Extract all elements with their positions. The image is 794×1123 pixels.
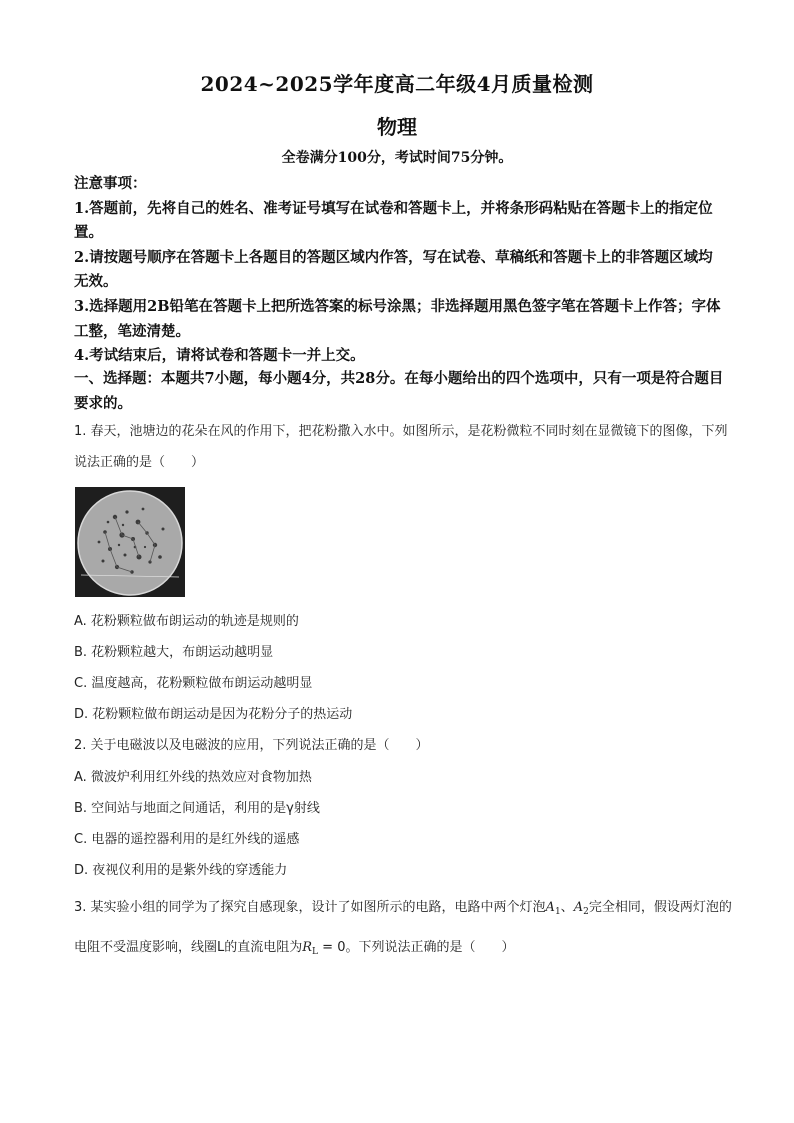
pollen-microscope-figure — [75, 487, 185, 597]
q3-bulb-2: $A_2$ — [573, 900, 589, 917]
question-3-stem — [74, 890, 734, 970]
q1-option-c: C. 温度越高，花粉颗粒做布朗运动越明显 — [74, 676, 313, 691]
q2-option-d: D. 夜视仪利用的是紫外线的穿透能力 — [74, 863, 288, 878]
full-mark-note: 全卷满分100分，考试时间75分钟。 — [281, 150, 513, 166]
q1-option-b: B. 花粉颗粒越大，布朗运动越明显 — [74, 645, 274, 660]
subject-title: 物理 — [377, 115, 417, 139]
q3-bulb-1: $A_1$ — [545, 900, 561, 917]
note-item-2: 2.请按题号顺序在答题卡上各题目的答题区域内作答，写在试卷、草稿纸和答题卡上的非答题区域均无效。 — [74, 248, 713, 291]
notes-heading: 注意事项： — [74, 175, 147, 192]
q3-stem-part3: 。下列说法正确的是（ ） — [345, 940, 515, 955]
q3-resistance-value: = 0 — [318, 940, 346, 955]
q2-option-c: C. 电器的遥控器利用的是红外线的遥感 — [74, 832, 300, 847]
q2-option-a: A. 微波炉利用红外线的热效应对食物加热 — [74, 770, 312, 785]
q2-option-b: B. 空间站与地面之间通话，利用的是γ射线 — [74, 801, 320, 816]
q3-separator: 、 — [560, 900, 574, 915]
q1-option-a: A. 花粉颗粒做布朗运动的轨迹是规则的 — [74, 614, 299, 629]
q3-resistance: $R_L$ — [302, 940, 319, 957]
q1-option-d: D. 花粉颗粒做布朗运动是因为花粉分子的热运动 — [74, 707, 353, 722]
q3-stem-part2: 完全相同，假设两灯泡的电阻不受温度影响，线圈L的直流电阻为 — [74, 900, 732, 955]
note-item-4: 4.考试结束后，请将试卷和答题卡一并上交。 — [74, 347, 365, 365]
question-2-stem: 2. 关于电磁波以及电磁波的应用，下列说法正确的是（ ） — [74, 738, 429, 753]
microscope-image — [75, 487, 185, 597]
q3-stem-part1: 3. 某实验小组的同学为了探究自感现象，设计了如图所示的电路，电路中两个灯泡 — [74, 900, 546, 915]
question-1-stem: 1. 春天，池塘边的花朵在风的作用下，把花粉撒入水中。如图所示，是花粉微粒不同时刻在显微镜下的图像，下列说法正确的是（ ） — [74, 424, 728, 470]
note-item-1: 1.答题前，先将自己的姓名、准考证号填写在试卷和答题卡上，并将条形码粘贴在答题卡上的指定位置。 — [74, 199, 713, 242]
notes-block — [74, 172, 724, 369]
note-item-3: 3.选择题用2B铅笔在答题卡上把所选答案的标号涂黑；非选择题用黑色签字笔在答题卡上作答；字体工整，笔迹清楚。 — [74, 297, 721, 340]
exam-title: 2024~2025学年度高二年级4月质量检测 — [200, 72, 594, 96]
section-1-heading: 一、选择题：本题共7小题，每小题4分，共28分。在每小题给出的四个选项中，只有一项是符合题目要求的。 — [74, 370, 724, 412]
